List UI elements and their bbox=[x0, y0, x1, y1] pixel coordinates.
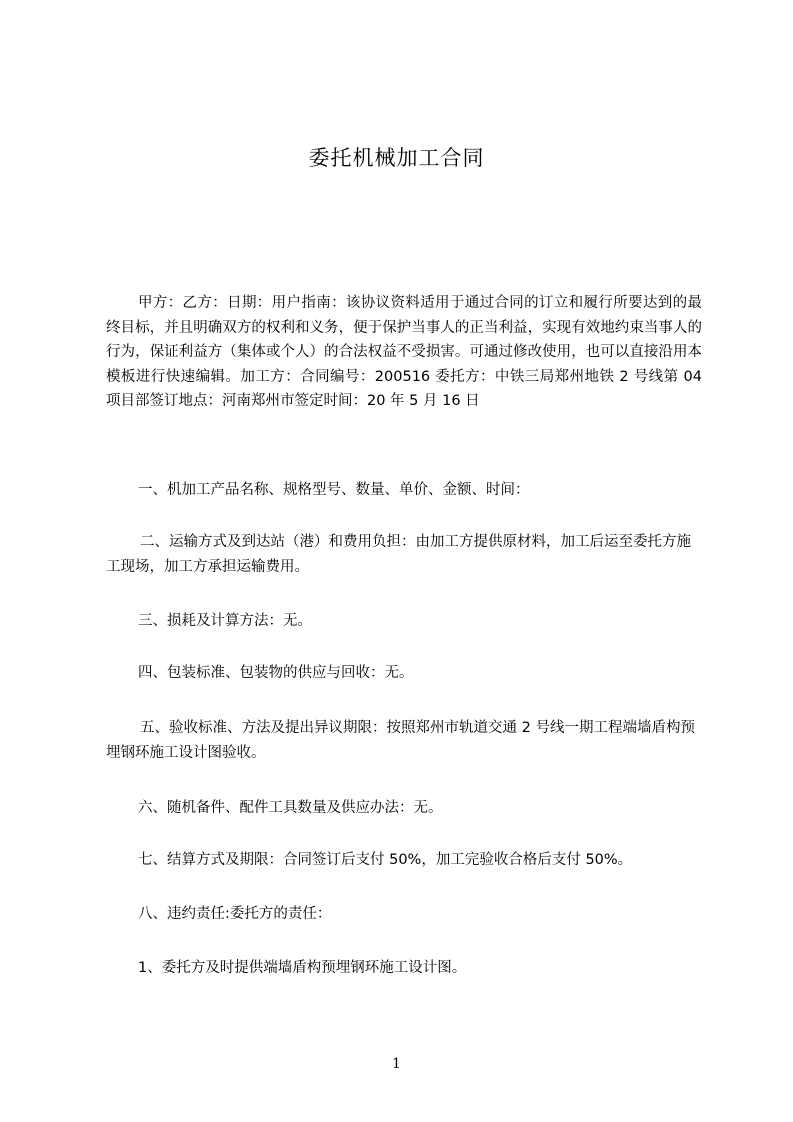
section-3-loss: 三、损耗及计算方法：无。 bbox=[138, 613, 312, 629]
section-2-transport: 二、运输方式及到达站（港）和费用负担：由加工方提供原材料，加工后运至委托方施工现场，加工方承担运输费用。 bbox=[106, 534, 691, 575]
section-8-item-1: 1、委托方及时提供端墙盾构预埋钢环施工设计图。 bbox=[138, 960, 467, 976]
section-5-acceptance: 五、验收标准、方法及提出异议期限：按照郑州市轨道交通 2 号线一期工程端墙盾构预埋钢环施工设计图验收。 bbox=[106, 720, 695, 761]
section-1-product-info: 一、机加工产品名称、规格型号、数量、单价、金额、时间： bbox=[138, 482, 530, 498]
section-8-liability: 八、违约责任:委托方的责任： bbox=[138, 906, 332, 922]
section-7-settlement: 七、结算方式及期限：合同签订后支付 50%，加工完验收合格后支付 50%。 bbox=[138, 852, 633, 868]
page-number: 1 bbox=[392, 1056, 401, 1072]
section-4-packaging: 四、包装标准、包装物的供应与回收：无。 bbox=[138, 665, 414, 681]
document-title: 委托机械加工合同 bbox=[308, 146, 485, 170]
section-6-spare-parts: 六、随机备件、配件工具数量及供应办法：无。 bbox=[138, 800, 443, 816]
intro-paragraph: 甲方：乙方：日期：用户指南：该协议资料适用于通过合同的订立和履行所要达到的最终目标，并且明确双方的权利和义务，便于保护当事人的正当利益，实现有效地约束当事人的行为，保证利益方（集体或个人）的合法权益不受损害。可通过修改使用，也可以直接沿用本模板进行快速编辑。加工方：合同编号：200516 委托方：中铁三局郑州地铁 2 号线第 04 项目部签订地点：河南郑州市签定时间：20 年 5 月 16 日 bbox=[106, 295, 702, 409]
